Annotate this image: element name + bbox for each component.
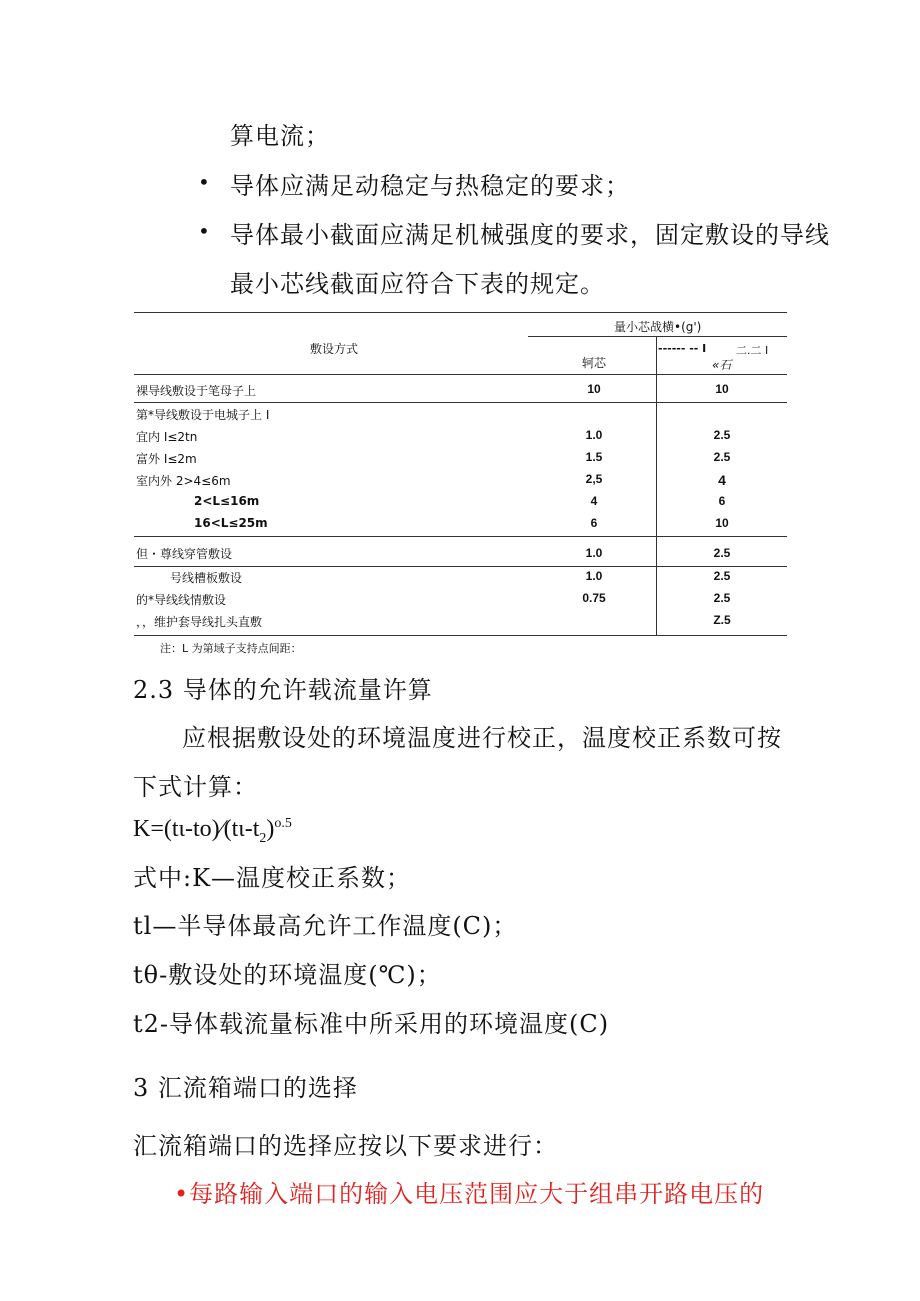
- formula-close: ): [266, 816, 275, 842]
- header-copper: 轲芯: [582, 356, 607, 370]
- table-row-aluminum: Z.5: [713, 613, 731, 627]
- temperature-formula: [133, 816, 292, 847]
- table-row-copper: 10: [587, 382, 601, 396]
- bullet-2-text: 导体应满足动稳定与热稳定的要求；: [230, 172, 630, 200]
- table-row-label: 的*导线线情敷设: [136, 593, 227, 607]
- table-row-aluminum: 4: [718, 472, 726, 488]
- table-row-copper: 1.0: [585, 569, 603, 583]
- table-row-aluminum: 10: [715, 516, 729, 530]
- definition-t1: tl—半导体最高允许工作温度(C)；: [133, 912, 518, 940]
- table-top-rule: [134, 312, 787, 313]
- section-3-heading: 3 汇流箱端口的选择: [133, 1074, 358, 1102]
- row-rule: [134, 536, 787, 537]
- table-bottom-rule: [134, 635, 787, 636]
- definition-k: 式中:K—温度校正系数；: [133, 864, 412, 892]
- table-row-aluminum: 2.5: [713, 450, 731, 464]
- column-divider: [656, 336, 657, 635]
- table-row-label: ，，维护套导线扎头直敷: [136, 615, 263, 629]
- header-aluminum: «石: [712, 358, 732, 372]
- table-row-copper: 4: [590, 494, 598, 508]
- table-row-label: 富外 I≤2m: [136, 452, 197, 466]
- table-row-label: 号线槽板敷设: [170, 571, 243, 585]
- section-2-3-para-line-2: 下式计算：: [133, 773, 258, 801]
- bullet-3-text-line-2: 最小芯线截面应符合下表的规定。: [230, 270, 605, 298]
- header-group-rule: [528, 336, 787, 337]
- table-note: 注：L 为第域子支持点间距：: [160, 642, 302, 655]
- table-row-label: 第*导线敷设于电城子上 I: [136, 408, 270, 422]
- definition-t2: t2-导体载流量标准中所采用的环境温度(C): [133, 1010, 610, 1038]
- table-row-aluminum: 2.5: [713, 428, 731, 442]
- header-mark-1: ------ -- I: [658, 342, 707, 355]
- bullet-dot: •: [198, 170, 210, 194]
- bullet-3-text-line-1: 导体最小截面应满足机械强度的要求，固定敷设的导线: [230, 221, 830, 249]
- section-2-3-para-line-1: 应根据敷设处的环境温度进行校正，温度校正系数可按: [182, 724, 782, 752]
- formula-main: K=(tι-to)∕(tι-t: [133, 816, 260, 842]
- table-row-copper: 6: [590, 516, 598, 530]
- table-row-label: 16<L≤25m: [194, 516, 268, 530]
- formula-subscript: 2: [259, 830, 267, 846]
- table-row-aluminum: 2.5: [713, 591, 731, 605]
- table-row-aluminum: 2.5: [713, 546, 731, 560]
- intro-line-1: 算电流；: [230, 122, 330, 150]
- formula-exponent: o.5: [274, 816, 292, 831]
- header-bottom-rule: [134, 374, 787, 375]
- section-3-red-bullet: •每路输入端口的输入电压范围应大于组串开路电压的: [174, 1180, 765, 1208]
- definition-t0: tθ-敷设处的环境温度(℃)；: [133, 961, 442, 989]
- table-row-aluminum: 10: [715, 382, 729, 396]
- table-row-label: 裸导线敷设于笔母子上: [136, 384, 257, 398]
- table-row-label: 2<L≤16m: [194, 494, 260, 508]
- table-row-copper: 0.75: [582, 591, 606, 605]
- table-row-label: 室内外 2>4≤6m: [136, 474, 231, 488]
- table-row-copper: 1.0: [585, 546, 603, 560]
- header-method: 敷设方式: [310, 342, 359, 356]
- table-row-copper: 1.5: [585, 450, 603, 464]
- header-mark-2: 二.二 I: [736, 344, 769, 357]
- row-rule: [134, 402, 787, 403]
- table-row-aluminum: 2.5: [713, 569, 731, 583]
- bullet-dot: •: [198, 219, 210, 243]
- row-rule: [134, 566, 787, 567]
- table-row-aluminum: 6: [718, 494, 726, 508]
- min-cross-section-table: [134, 312, 787, 638]
- table-row-label: 宜内 I≤2tn: [136, 430, 198, 444]
- section-2-3-heading: 2.3 导体的允许载流量许算: [133, 676, 433, 704]
- table-row-label: 但・尊线穿管敷设: [136, 547, 233, 561]
- section-3-para: 汇流箱端口的选择应按以下要求进行：: [133, 1132, 558, 1160]
- header-group: 量小芯战横•(g'): [614, 320, 702, 334]
- table-row-copper: 2,5: [585, 472, 603, 486]
- table-row-copper: 1.0: [585, 428, 603, 442]
